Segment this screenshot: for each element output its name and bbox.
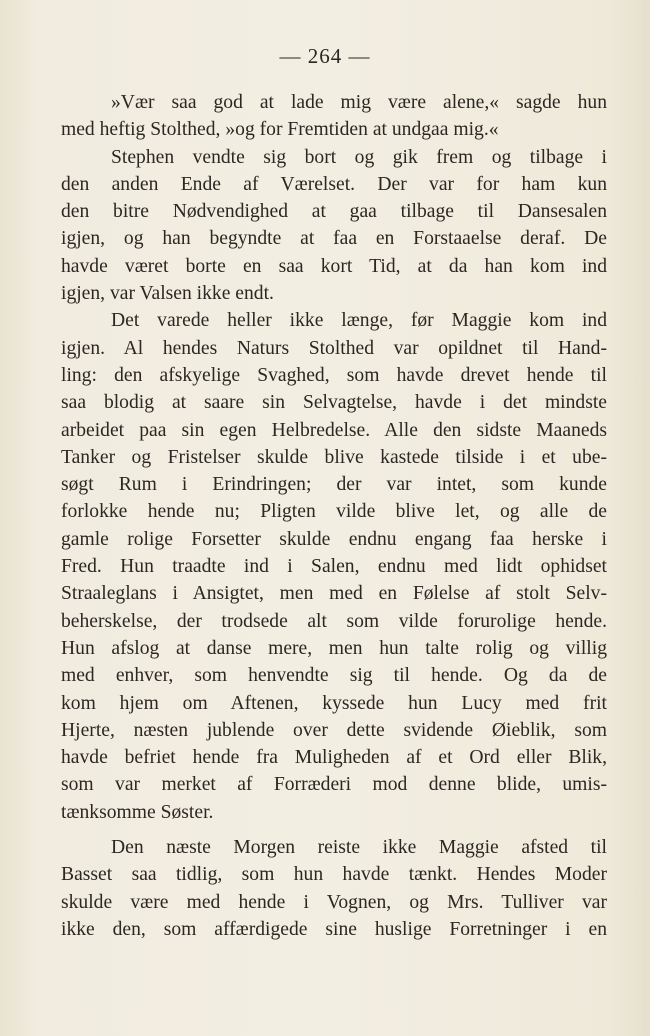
text-line: Hun afslog at danse mere, men hun talte rolig og villig xyxy=(61,637,607,659)
text-line: arbeidet paa sin egen Helbredelse. Alle den sidste Maaneds xyxy=(61,419,607,441)
page-number: — 264 — xyxy=(279,44,371,68)
text-line: skulde være med hende i Vognen, og Mrs. Tulliver var xyxy=(61,891,607,913)
text-line: med enhver, som henvendte sig til hende. Og da de xyxy=(61,665,607,687)
text-line: beherskelse, der trodsede alt som vilde forurolige hende. xyxy=(61,610,607,632)
text-line: Straaleglans i Ansigtet, men med en Følelse af stolt Selv- xyxy=(61,583,607,605)
text-line: Hjerte, næsten jublende over dette svidende Øieblik, som xyxy=(61,719,607,741)
text-line: tænksomme Søster. xyxy=(61,801,214,823)
text-line: ling: den afskyelige Svaghed, som havde drevet hende til xyxy=(61,364,607,386)
text-line: Den næste Morgen reiste ikke Maggie afsted til xyxy=(111,837,607,859)
text-line: igjen, var Valsen ikke endt. xyxy=(61,283,274,305)
text-line: som var merket af Forræderi mod denne blide, umis- xyxy=(61,774,607,796)
text-line: igjen, og han begyndte at faa en Forstaaelse deraf. De xyxy=(61,228,607,250)
text-line: saa blodig at saare sin Selvagtelse, havde i det mindste xyxy=(61,392,607,414)
text-line: søgt Rum i Erindringen; der var intet, som kunde xyxy=(61,474,607,496)
text-line: gamle rolige Forsetter skulde endnu engang faa herske i xyxy=(61,528,607,550)
text-line: igjen. Al hendes Naturs Stolthed var opildnet til Hand- xyxy=(61,337,607,359)
text-line: forlokke hende nu; Pligten vilde blive let, og alle de xyxy=(61,501,607,523)
text-line: Fred. Hun traadte ind i Salen, endnu med lidt ophidset xyxy=(61,556,607,578)
text-line: Det varede heller ikke længe, før Maggie kom ind xyxy=(111,310,607,332)
text-line: Basset saa tidlig, som hun havde tænkt. Hendes Moder xyxy=(61,864,607,886)
body-text xyxy=(61,89,607,943)
text-line: »Vær saa god at lade mig være alene,« sagde hun xyxy=(111,92,607,113)
text-line: havde været borte en saa kort Tid, at da han kom ind xyxy=(61,255,607,277)
text-line: Tanker og Fristelser skulde blive kastede tilside i et ube- xyxy=(61,446,607,468)
text-line: den anden Ende af Værelset. Der var for ham kun xyxy=(61,173,607,195)
text-line: kom hjem om Aftenen, kyssede hun Lucy med frit xyxy=(61,692,607,714)
text-line: Stephen vendte sig bort og gik frem og tilbage i xyxy=(111,146,607,168)
text-line: den bitre Nødvendighed at gaa tilbage til Dansesalen xyxy=(61,201,607,223)
text-line: havde befriet hende fra Muligheden af et Ord eller Blik, xyxy=(61,747,607,769)
text-line: ikke den, som affærdigede sine huslige Forretninger i en xyxy=(61,918,607,940)
paragraph-gap xyxy=(61,826,607,834)
text-line: med heftig Stolthed, »og for Fremtiden at undgaa mig.« xyxy=(61,119,499,141)
